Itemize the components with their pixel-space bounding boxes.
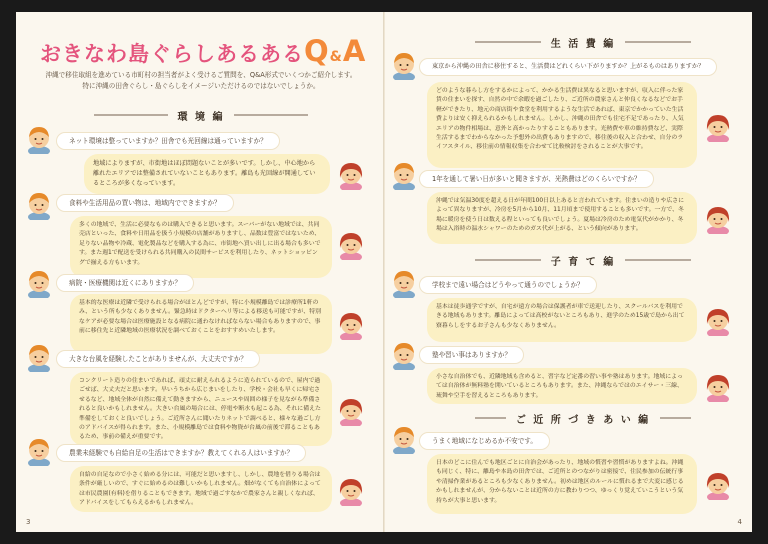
man-avatar-icon [391, 424, 417, 454]
question-bubble: 大きな台風を経験したことがありませんが、大丈夫ですか？ [56, 350, 260, 368]
section-environment [94, 107, 308, 123]
answer-bubble: 小さな自治体でも、近隣地域も含めると、習字など定番の習い事や塾はあります。地域によっては自治体が無料塾を開いているところもあります。また、沖縄ならではのエイサー・三線、琉舞や空手を習えるところもあります。 [427, 368, 697, 404]
page-title [40, 34, 366, 68]
section-rule [94, 114, 168, 116]
question-bubble: 塾や習い事はありますか？ [419, 346, 524, 364]
answer-bubble: 基本的な医療は近隣で受けられる場合がほとんどですが、特に小規模離島では診療所1軒のみ、という所も少なくありません。緊急時はドクターヘリ等による移送も可能ですが、特別なケアが必要な場合は医療施設となる病院に通わなければならない場合もありますので、事前に移住先と近隣地域の医療状況を調べておくことをおすすめいたします。 [70, 294, 332, 354]
woman-avatar-icon [705, 372, 731, 402]
left-page [16, 12, 384, 532]
section-rule [625, 259, 691, 261]
question-bubble: 東京から沖縄の田舎に移住すると、生活費はどれくらい下がりますか？上がるものはありますか？ [419, 58, 717, 76]
question-bubble: 1年を通して暑い日が多いと聞きますが、光熱費はどのくらいですか？ [419, 170, 654, 188]
intro-text [30, 70, 372, 92]
right-page [384, 12, 752, 532]
question-bubble: ネット環境は整っていますか？田舎でも光回線は通っていますか？ [56, 132, 280, 150]
answer-bubble: 日本のどこに住んでも地区ごとに自治会があったり、地域の慣習や習慣がありますよね。沖縄も同じく、特に、離島や本島の田舎では、ご近所とのつながりは密接で、住民参加の伝統行事や清掃作業があるところも少なくありません。初めは地区のルールに慣れるまで大変に感じるかもしれませんが、分からないことは近所の方に教わりつつ、ゆっくり覚えていこうという気持ちが大事と思います。 [427, 454, 697, 514]
question-bubble: うまく地域になじめるか不安です。 [419, 432, 550, 450]
woman-avatar-icon [338, 160, 364, 190]
title-q: Q [304, 34, 330, 68]
title-a: A [342, 34, 367, 68]
question-bubble: 学校まで遠い場合はどうやって通うのでしょうか？ [419, 276, 597, 294]
man-avatar-icon [391, 50, 417, 80]
question-bubble: 病院・医療機関は近くにありますか？ [56, 274, 194, 292]
page-spread [16, 12, 752, 532]
question-bubble: 食料や生活用品の買い物は、地域内でできますか？ [56, 194, 234, 212]
answer-bubble: 沖縄では気温30度を超える日が年間100日以上あると言われています。住まいの造りや広さによって異なりますが、冷房を5月から10月、11月頃まで使用することも多いです。一方で、冬場に暖房を使う日は数える程といっても良いでしょう。夏場は冷房のため電気代がかかり、冬場は入浴時の温水シャワーのためのガス代が上がる、という傾向があります。 [427, 192, 697, 244]
section-label: 生 活 費 編 [550, 38, 616, 50]
man-avatar-icon [26, 124, 52, 154]
answer-bubble: どのような暮らし方をするかによって、かかる生活費は異なると思いますが、収入に伴った家賃の住まいを探す、自然の中で余暇を過ごしたり、ご近所の農家さんと仲良くなるなどでお手軽ができたり、地元の商店街や食堂を利用するような生活であれば、東京でかかっていた生活費よりは安く抑えられるかもしれません。しかし、沖縄の田舎でも住宅不足であったり、人気エリアの物件相場は、意外と高かったりすることもあります。光熱費や車の維持費など、実際生活するまでわからなかった予想外の出費もありますので、移住後の収入と合わせ、自分のライフスタイル、移住前の情報収集を合わせて比較検討をされることが大事です。 [427, 82, 697, 168]
section-neighbor [475, 410, 691, 426]
man-avatar-icon [391, 268, 417, 298]
woman-avatar-icon [338, 310, 364, 340]
section-rule [475, 41, 541, 43]
section-rule [660, 417, 691, 419]
intro-line-2: 特に沖縄の田舎ぐらし・島ぐらしをイメージいただけるのではないでしょうか。 [82, 82, 320, 90]
section-rule [234, 114, 308, 116]
answer-bubble: コンクリート造りの住まいであれば、頑丈に耐えられるように造られているので、屋内で過ごせば、大丈夫だと思います。早いうちから広じまいをしたり、学校・会社も早くに帰宅させるなど、地域全体が自然に備えて動きますから、ニュースや周囲の様子を見ながら準備されると良いかもしれません。大きい台風の場合には、停電や断水も起こる為、それに備えた準備をしておくと良いでしょう。ご近所さんに聞いたりネットで調べると、様々な過ごし方のアドバイスが得られます。また、小規模離島では食料や物資が台風の前後で滞ることもあるため、事前の備えが重要です。 [70, 372, 332, 446]
title-main: おきなわ島ぐらしあるある [40, 42, 304, 66]
woman-avatar-icon [705, 112, 731, 142]
man-avatar-icon [26, 268, 52, 298]
man-avatar-icon [26, 436, 52, 466]
woman-avatar-icon [705, 470, 731, 500]
answer-bubble: 多くの地域で、生活に必要なものは購入できると思います。スーパーがない地域では、共同売店といった、食料や日用品を扱う小規模の店舗がありますし、品数は豊富ではないため、足りない品物や冷蔵、電化製品などを購入する為に、市街地へ買い出しに出る場合も多いです。また週1で配送を受けられる共同購入の民間サービスを利用したり、ネットショッピングで揃える方もいます。 [70, 216, 332, 278]
section-label: 環 境 編 [177, 111, 225, 123]
woman-avatar-icon [338, 476, 364, 506]
woman-avatar-icon [338, 230, 364, 260]
section-rule [475, 417, 506, 419]
woman-avatar-icon [705, 306, 731, 336]
section-child [475, 252, 691, 268]
man-avatar-icon [26, 342, 52, 372]
page-number-left: 3 [26, 518, 31, 526]
page-number-right: 4 [737, 518, 742, 526]
section-rule [475, 259, 541, 261]
woman-avatar-icon [705, 204, 731, 234]
man-avatar-icon [26, 190, 52, 220]
title-amp: & [329, 49, 343, 65]
woman-avatar-icon [338, 396, 364, 426]
section-living-cost [475, 34, 691, 50]
intro-line-1: 沖縄で移住取組を進めている市町村の担当者がよく受けるご質問を、Q&A形式でいくつかご紹介します。 [45, 71, 357, 79]
man-avatar-icon [391, 160, 417, 190]
section-label: 子 育 て 編 [550, 256, 616, 268]
question-bubble: 農業未経験でも自給自足の生活はできますか？教えてくれる人はいますか？ [56, 444, 306, 462]
section-label: ご 近 所 づ き あ い 編 [515, 414, 651, 426]
answer-bubble: 自給の自足なので小さく始める分には、可能だと思いますし、しかし、農地を借りる場合は条件が厳しいので、すぐに始めるのは難しいかもしれません。畑がなくても自治体によっては市民農園(有料)を借りることもできます。地域で過ごすなかで農家さんと親しくなれば、アドバイスをしてもらえるかもしれません。 [70, 466, 332, 512]
man-avatar-icon [391, 340, 417, 370]
answer-bubble: 地域によりますが、市街地はほぼ問題ないことが多いです。しかし、中心地から離れたエリアでは整備されていないこともあります。離島も光回線が開通しているところが多くなっています。 [84, 154, 330, 194]
section-rule [625, 41, 691, 43]
answer-bubble: 基本は徒歩通学ですが、自宅が遠方の場合は保護者が車で送迎したり、スクールバスを利用できる地域もあります。離島によっては高校がないところもあり、進学のため15歳で島から出て寮暮らしをするお子さんも少なくありません。 [427, 298, 697, 342]
